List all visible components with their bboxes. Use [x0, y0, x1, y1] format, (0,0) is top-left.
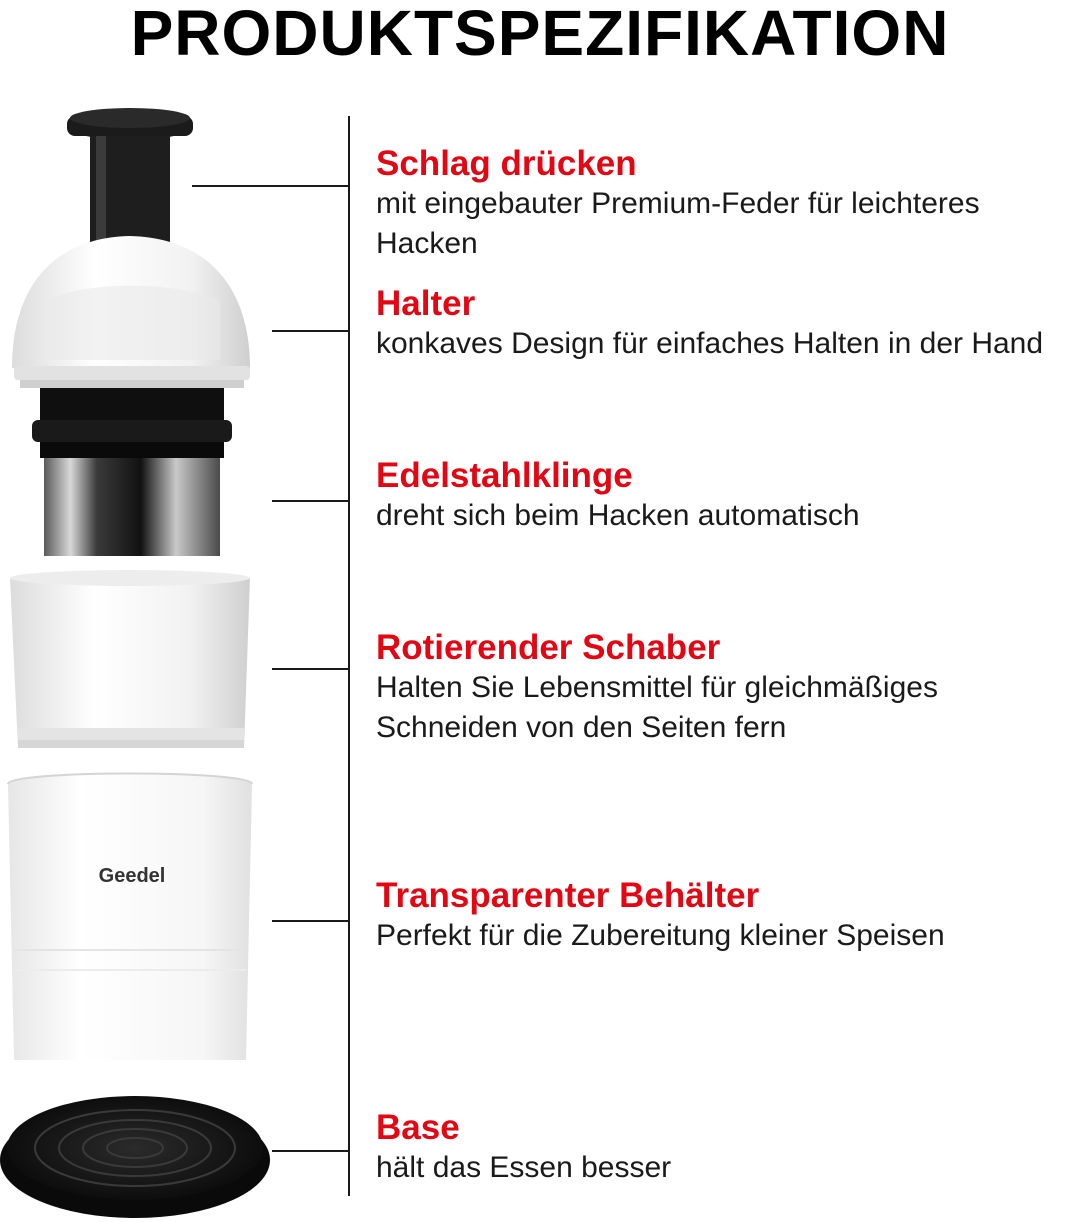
- connector-vertical-line: [348, 116, 350, 1196]
- spec-title: Edelstahlklinge: [376, 456, 633, 495]
- connector-line-plunger: [192, 185, 350, 187]
- spec-blade: [376, 456, 1076, 536]
- spec-title: Transparenter Behälter: [376, 876, 760, 915]
- transparent-container: [8, 774, 252, 1061]
- spec-plunger: [376, 144, 1076, 264]
- blade-assembly: [32, 388, 232, 556]
- spec-base: [376, 1108, 1076, 1188]
- spec-description: Halten Sie Lebensmittel für gleichmäßiges Schneiden von den Seiten fern: [376, 671, 938, 744]
- spec-title: Rotierender Schaber: [376, 628, 721, 667]
- spec-description: hält das Essen besser: [376, 1151, 672, 1184]
- spec-holder: [376, 284, 1076, 364]
- spec-title: Schlag drücken: [376, 144, 637, 183]
- page-title: PRODUKTSPEZIFIKATION: [130, 0, 950, 69]
- connector-line-container: [272, 920, 350, 922]
- connector-line-scraper: [272, 668, 350, 670]
- connector-line-blade: [272, 500, 350, 502]
- spec-title: Halter: [376, 284, 476, 323]
- spec-description: mit eingebauter Premium-Feder für leichteres Hacken: [376, 187, 980, 260]
- connector-line-base: [272, 1150, 350, 1152]
- spec-description: konkaves Design für einfaches Halten in der Hand: [376, 327, 1044, 360]
- spec-container: [376, 876, 1076, 956]
- holder-dome: [12, 236, 250, 388]
- connector-line-holder: [272, 330, 350, 332]
- spec-description: Perfekt für die Zubereitung kleiner Speisen: [376, 919, 945, 952]
- brand-logo: Geedel: [98, 865, 166, 887]
- food-chopper-exploded-view: [0, 0, 340, 1222]
- spec-scraper: [376, 628, 1076, 748]
- base: [0, 1096, 270, 1218]
- rotating-scraper: [10, 570, 250, 748]
- spec-title: Base: [376, 1108, 460, 1147]
- plunger: [67, 108, 193, 246]
- spec-description: dreht sich beim Hacken automatisch: [376, 499, 860, 532]
